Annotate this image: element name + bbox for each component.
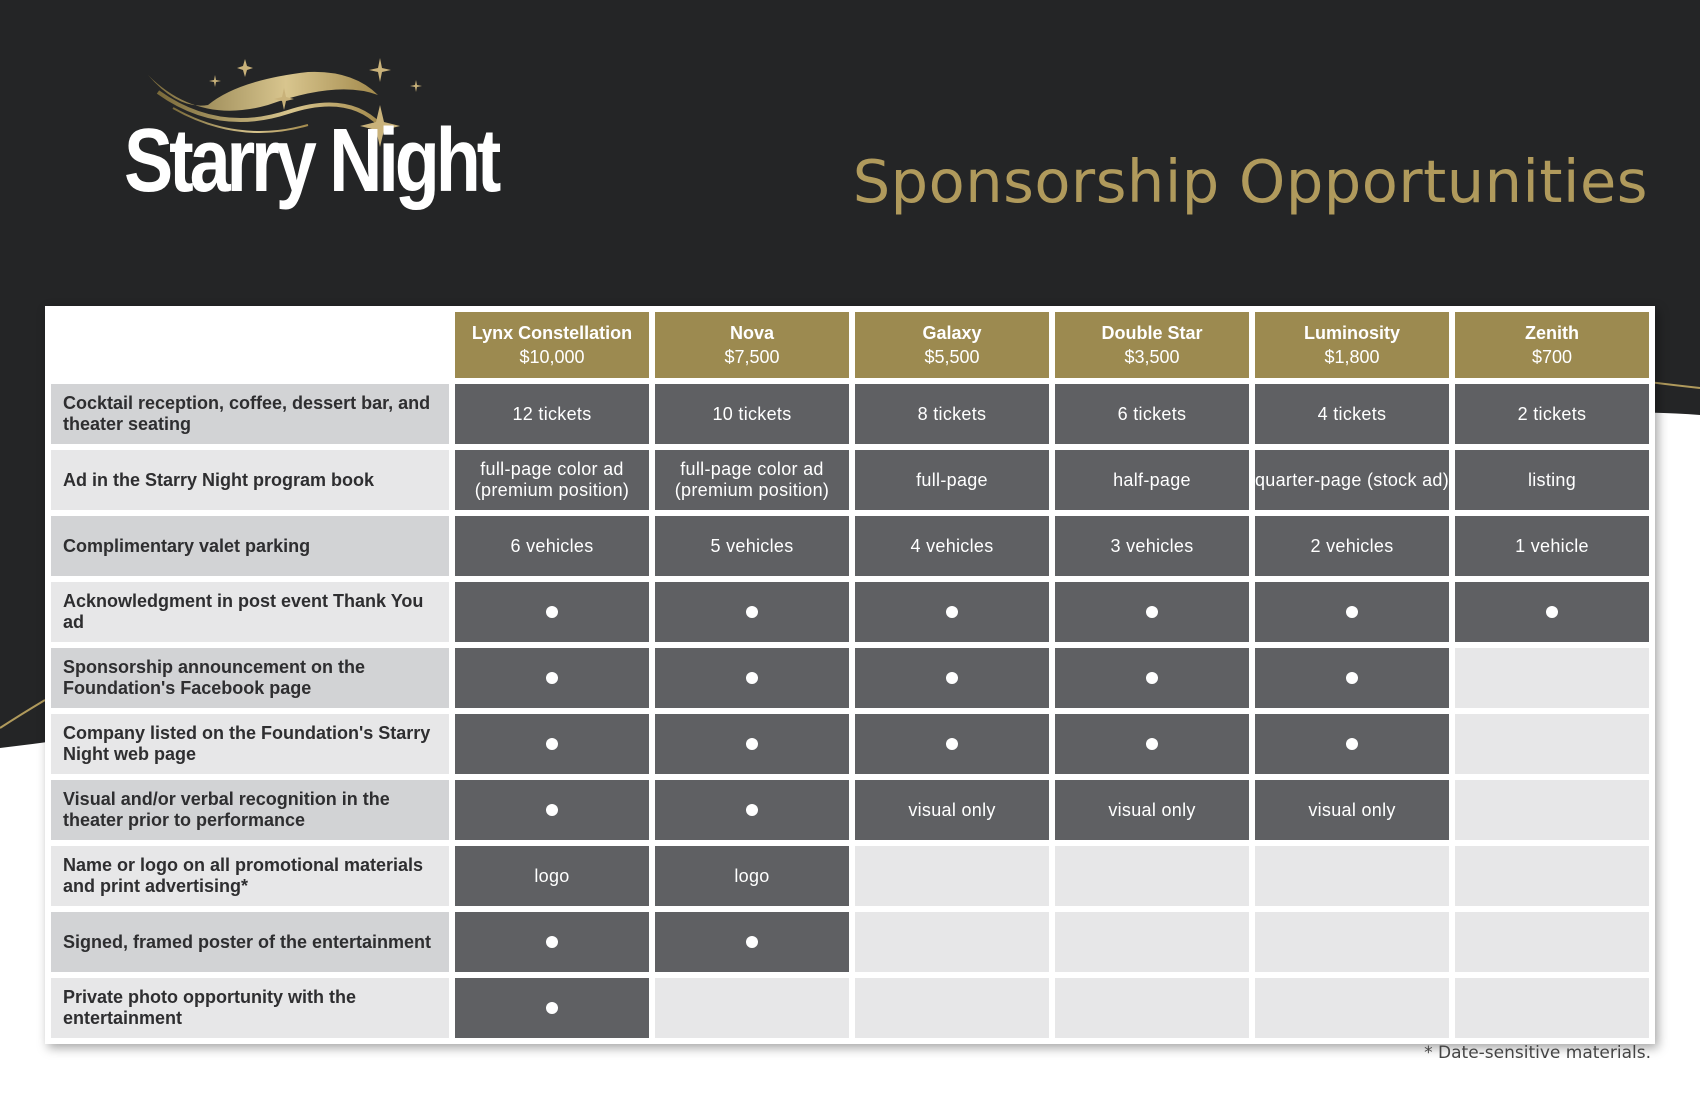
benefit-value: 4 tickets [1255, 384, 1449, 444]
tier-price: $3,500 [1124, 347, 1180, 367]
tier-name: Zenith [1525, 323, 1579, 343]
benefit-label: Sponsorship announcement on the Foundation's Facebook page [51, 648, 449, 708]
included-cell [455, 912, 649, 972]
bullet-icon [946, 738, 958, 750]
bullet-icon [1346, 738, 1358, 750]
included-cell [1455, 582, 1649, 642]
included-cell [455, 648, 649, 708]
empty-cell [1055, 978, 1249, 1038]
included-cell [655, 648, 849, 708]
included-cell [855, 648, 1049, 708]
benefit-label: Signed, framed poster of the entertainment [51, 912, 449, 972]
included-cell [1255, 714, 1449, 774]
included-cell [1055, 582, 1249, 642]
included-cell [1255, 648, 1449, 708]
benefit-value: visual only [855, 780, 1049, 840]
benefit-value: 4 vehicles [855, 516, 1049, 576]
benefit-value: 2 tickets [1455, 384, 1649, 444]
empty-cell [1455, 780, 1649, 840]
page-title: Sponsorship Opportunities [852, 147, 1648, 216]
benefit-label: Company listed on the Foundation's Starry Night web page [51, 714, 449, 774]
bullet-icon [546, 606, 558, 618]
benefit-value: 12 tickets [455, 384, 649, 444]
benefit-value: listing [1455, 450, 1649, 510]
bullet-icon [746, 936, 758, 948]
empty-cell [1055, 912, 1249, 972]
empty-cell [1455, 978, 1649, 1038]
benefit-value: logo [455, 846, 649, 906]
tier-header [1055, 312, 1249, 378]
included-cell [655, 582, 849, 642]
bullet-icon [746, 804, 758, 816]
benefit-label: Ad in the Starry Night program book [51, 450, 449, 510]
benefit-value: 10 tickets [655, 384, 849, 444]
included-cell [1055, 648, 1249, 708]
logo-wordmark: Starry Night [124, 111, 498, 211]
benefit-value: 6 tickets [1055, 384, 1249, 444]
tier-price: $5,500 [924, 347, 980, 367]
benefit-value: logo [655, 846, 849, 906]
bullet-icon [946, 672, 958, 684]
footnote: * Date-sensitive materials. [1424, 1043, 1651, 1063]
tier-price: $10,000 [519, 347, 585, 367]
bullet-icon [546, 936, 558, 948]
benefit-value: visual only [1055, 780, 1249, 840]
included-cell [455, 582, 649, 642]
tier-header [855, 312, 1049, 378]
empty-cell [1255, 846, 1449, 906]
benefit-value: full-page color ad (premium position) [655, 450, 849, 510]
included-cell [1255, 582, 1449, 642]
bullet-icon [546, 738, 558, 750]
tier-name: Lynx Constellation [471, 323, 633, 343]
empty-cell [1455, 846, 1649, 906]
empty-cell [1455, 714, 1649, 774]
bullet-icon [1146, 738, 1158, 750]
tier-price: $1,800 [1324, 347, 1380, 367]
included-cell [655, 780, 849, 840]
empty-cell [1455, 648, 1649, 708]
benefit-value: 6 vehicles [455, 516, 649, 576]
included-cell [1055, 714, 1249, 774]
bullet-icon [946, 606, 958, 618]
tier-price: $700 [1531, 347, 1573, 367]
tier-name: Galaxy [922, 323, 982, 343]
benefit-label: Name or logo on all promotional materials and print advertising* [51, 846, 449, 906]
empty-cell [855, 978, 1049, 1038]
bullet-icon [546, 672, 558, 684]
tier-name: Luminosity [1303, 323, 1400, 343]
included-cell [455, 714, 649, 774]
tier-header [655, 312, 849, 378]
bullet-icon [546, 804, 558, 816]
benefit-value: full-page [855, 450, 1049, 510]
bullet-icon [1146, 606, 1158, 618]
benefit-value: 8 tickets [855, 384, 1049, 444]
benefit-value: visual only [1255, 780, 1449, 840]
bullet-icon [1146, 672, 1158, 684]
included-cell [455, 780, 649, 840]
empty-cell [855, 846, 1049, 906]
bullet-icon [746, 672, 758, 684]
bullet-icon [746, 738, 758, 750]
benefit-label: Cocktail reception, coffee, dessert bar, and theater seating [51, 384, 449, 444]
benefit-value: 5 vehicles [655, 516, 849, 576]
benefit-label: Acknowledgment in post event Thank You ad [51, 582, 449, 642]
benefit-value: 2 vehicles [1255, 516, 1449, 576]
table-corner [51, 312, 449, 378]
tier-price: $7,500 [724, 347, 780, 367]
included-cell [655, 714, 849, 774]
benefit-label: Private photo opportunity with the entertainment [51, 978, 449, 1038]
bullet-icon [1346, 606, 1358, 618]
empty-cell [1455, 912, 1649, 972]
tier-header [455, 312, 649, 378]
tier-name: Nova [729, 323, 774, 343]
benefit-value: quarter-page (stock ad) [1255, 450, 1449, 510]
benefit-label: Visual and/or verbal recognition in the theater prior to performance [51, 780, 449, 840]
tier-header [1255, 312, 1449, 378]
included-cell [655, 912, 849, 972]
included-cell [455, 978, 649, 1038]
empty-cell [655, 978, 849, 1038]
benefit-value: full-page color ad (premium position) [455, 450, 649, 510]
tier-name: Double Star [1101, 323, 1203, 343]
bullet-icon [1546, 606, 1558, 618]
bullet-icon [746, 606, 758, 618]
included-cell [855, 582, 1049, 642]
benefit-label: Complimentary valet parking [51, 516, 449, 576]
bullet-icon [1346, 672, 1358, 684]
empty-cell [1255, 978, 1449, 1038]
benefit-value: 3 vehicles [1055, 516, 1249, 576]
empty-cell [1255, 912, 1449, 972]
included-cell [855, 714, 1049, 774]
starry-night-logo [118, 50, 518, 250]
benefit-value: 1 vehicle [1455, 516, 1649, 576]
tier-header [1455, 312, 1649, 378]
benefit-value: half-page [1055, 450, 1249, 510]
empty-cell [1055, 846, 1249, 906]
bullet-icon [546, 1002, 558, 1014]
empty-cell [855, 912, 1049, 972]
